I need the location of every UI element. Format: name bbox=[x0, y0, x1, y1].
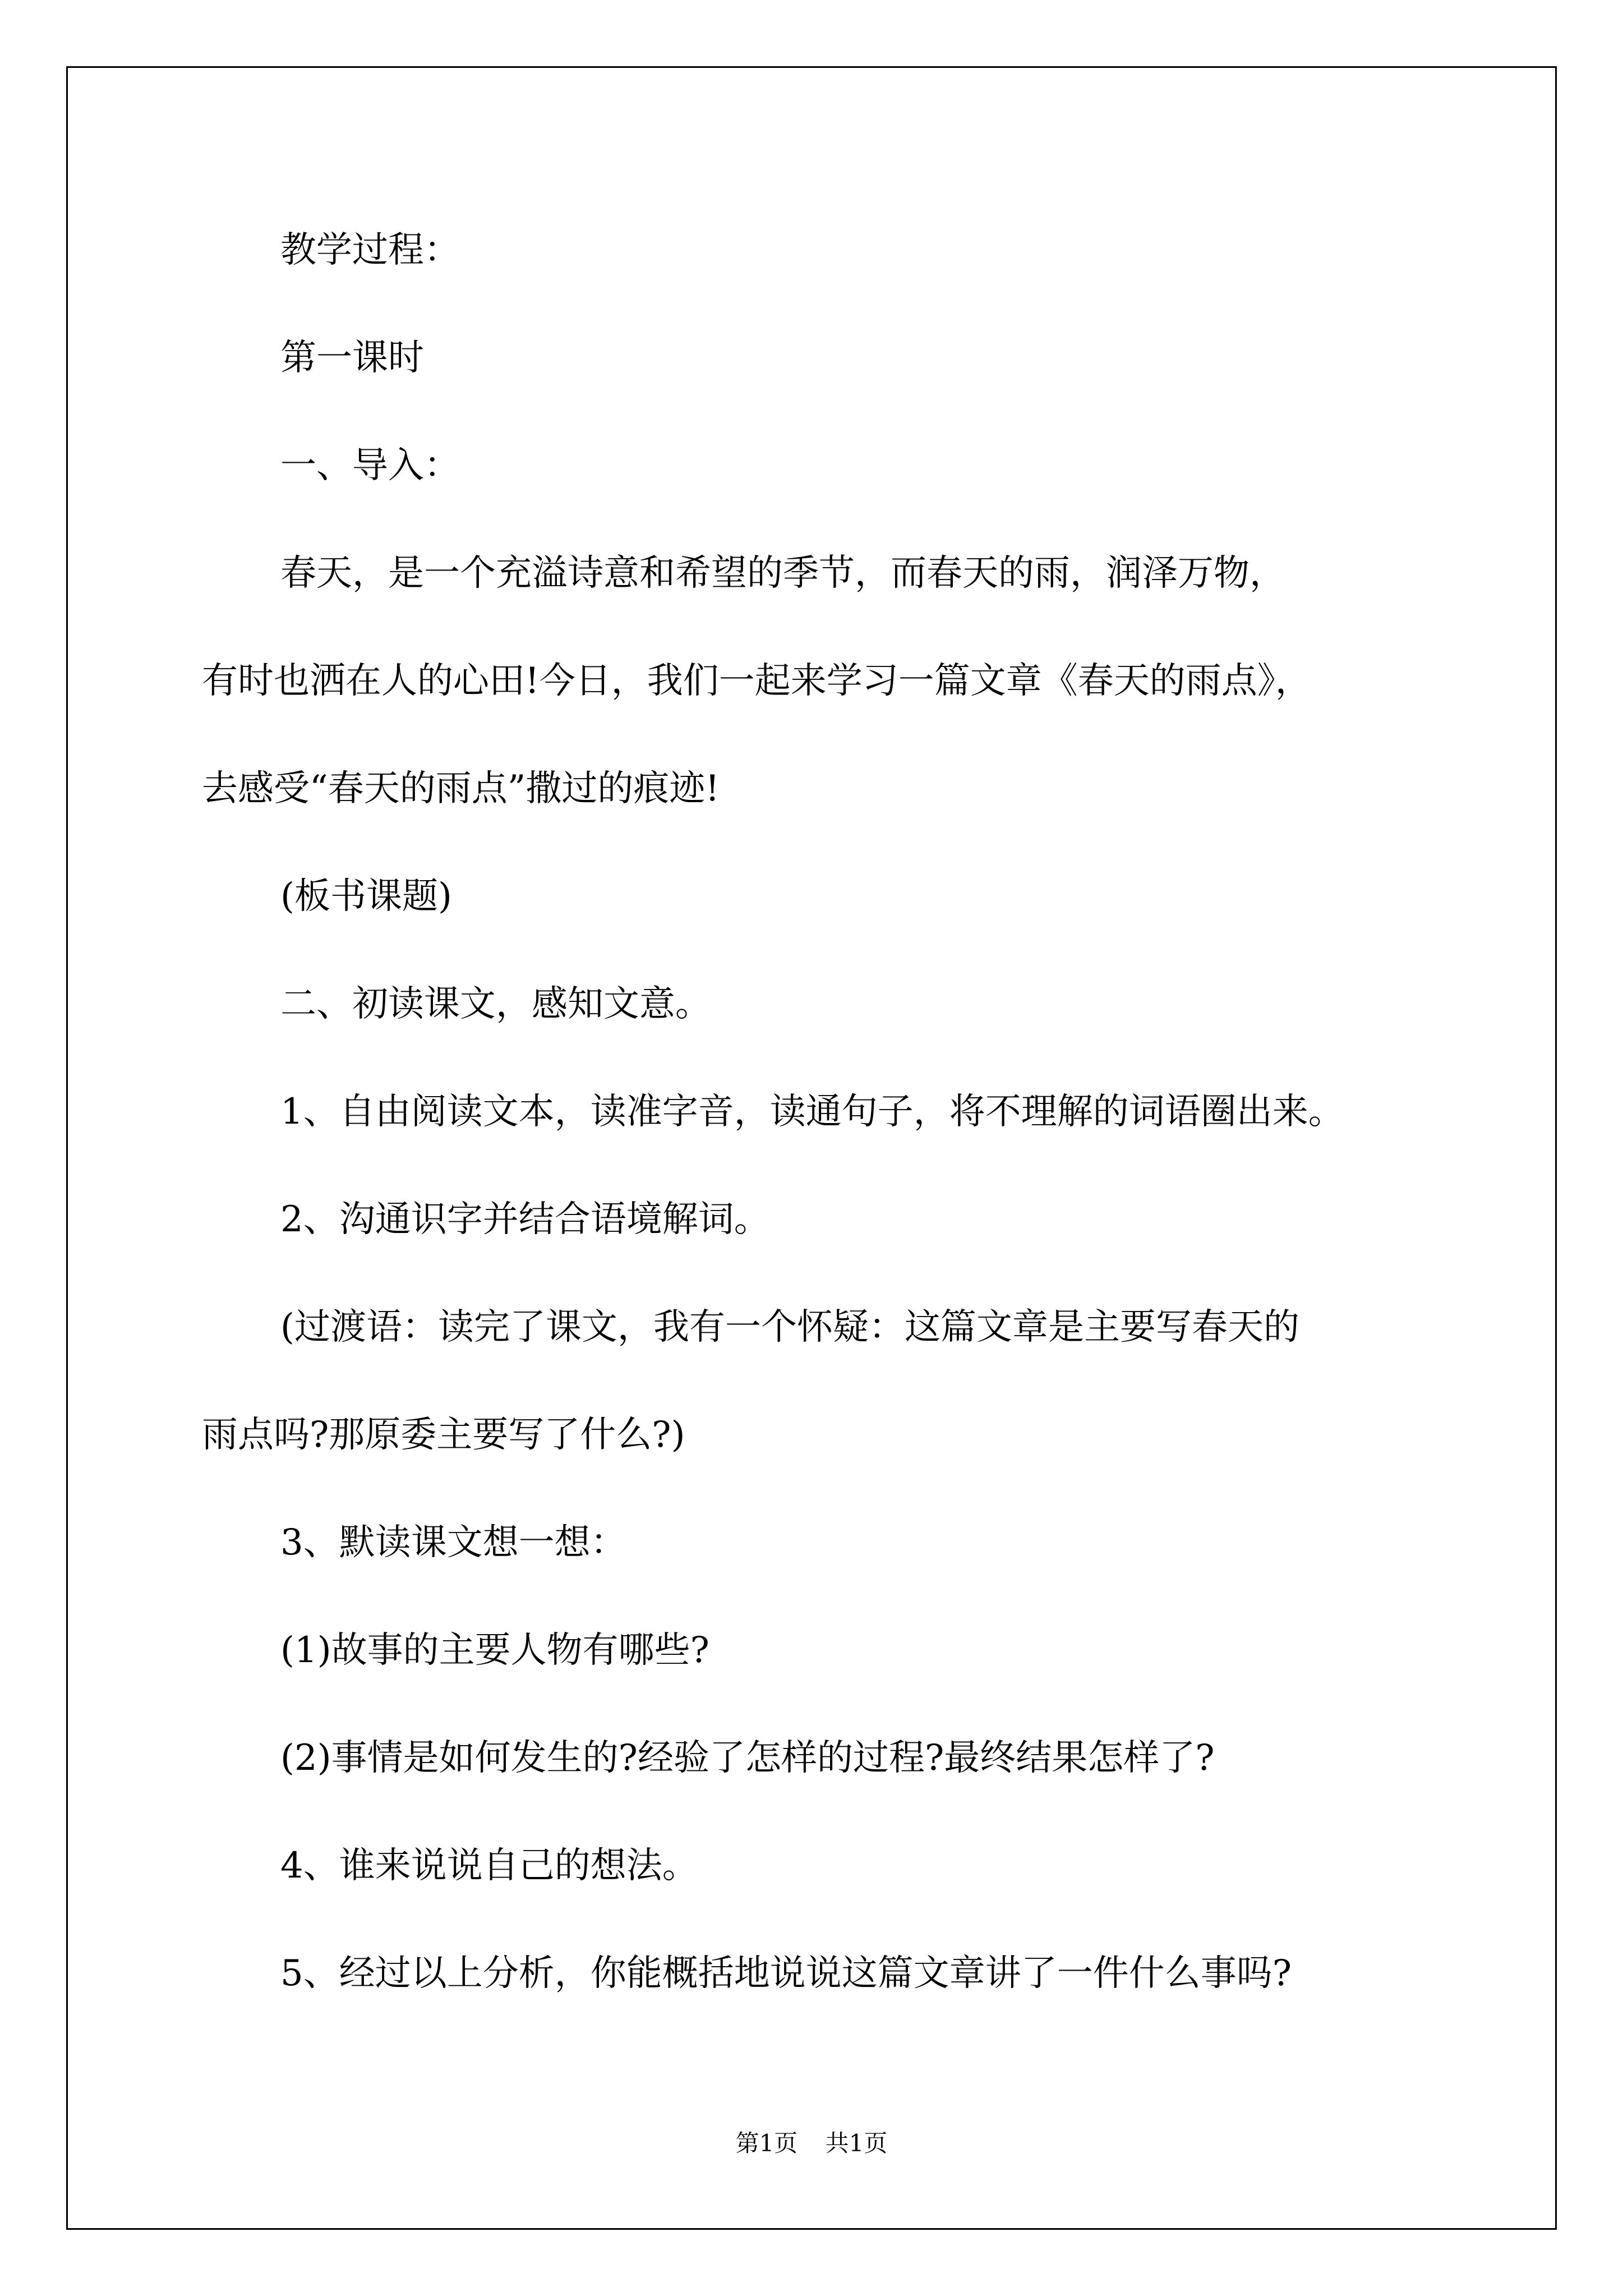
page-footer bbox=[0, 2129, 1623, 2157]
paragraph-lesson-one: 第一课时 bbox=[280, 337, 424, 379]
paragraph-question-1: (1)故事的主要人物有哪些? bbox=[280, 1630, 709, 1671]
paragraph-step-3: 3、默读课文想一想： bbox=[280, 1522, 626, 1563]
paragraph-intro-line-3: 去感受“春天的雨点”撒过的痕迹! bbox=[202, 768, 720, 809]
paragraph-transition-line-1: (过渡语：读完了课文，我有一个怀疑：这篇文章是主要写春天的 bbox=[280, 1306, 1299, 1348]
paragraph-step-4: 4、谁来说说自己的想法。 bbox=[280, 1845, 698, 1887]
paragraph-intro-line-2: 有时也洒在人的心田!今日，我们一起来学习一篇文章《春天的雨点》， bbox=[202, 660, 1311, 702]
paragraph-step-2: 2、沟通识字并结合语境解词。 bbox=[280, 1199, 770, 1240]
paragraph-section-intro: 一、导入： bbox=[280, 445, 460, 486]
paragraph-question-2: (2)事情是如何发生的?经验了怎样的过程?最终结果怎样了? bbox=[280, 1737, 1215, 1779]
paragraph-step-5: 5、经过以上分析，你能概括地说说这篇文章讲了一件什么事吗? bbox=[280, 1953, 1292, 1994]
paragraph-transition-line-2: 雨点吗?那原委主要写了什么?) bbox=[202, 1414, 685, 1456]
paragraph-step-1: 1、自由阅读文本，读准字音，读通句子，将不理解的词语圈出来。 bbox=[280, 1091, 1344, 1133]
paragraph-heading-process: 教学过程： bbox=[280, 229, 460, 271]
paragraph-intro-line-1: 春天，是一个充溢诗意和希望的季节，而春天的雨，润泽万物， bbox=[280, 553, 1285, 594]
paragraph-board-title: (板书课题) bbox=[280, 876, 452, 917]
page-number-current: 第1页 bbox=[735, 2129, 798, 2157]
page-border bbox=[66, 66, 1557, 2230]
paragraph-section-reading: 二、初读课文，感知文意。 bbox=[280, 983, 711, 1025]
page-number-total: 共1页 bbox=[825, 2129, 888, 2157]
